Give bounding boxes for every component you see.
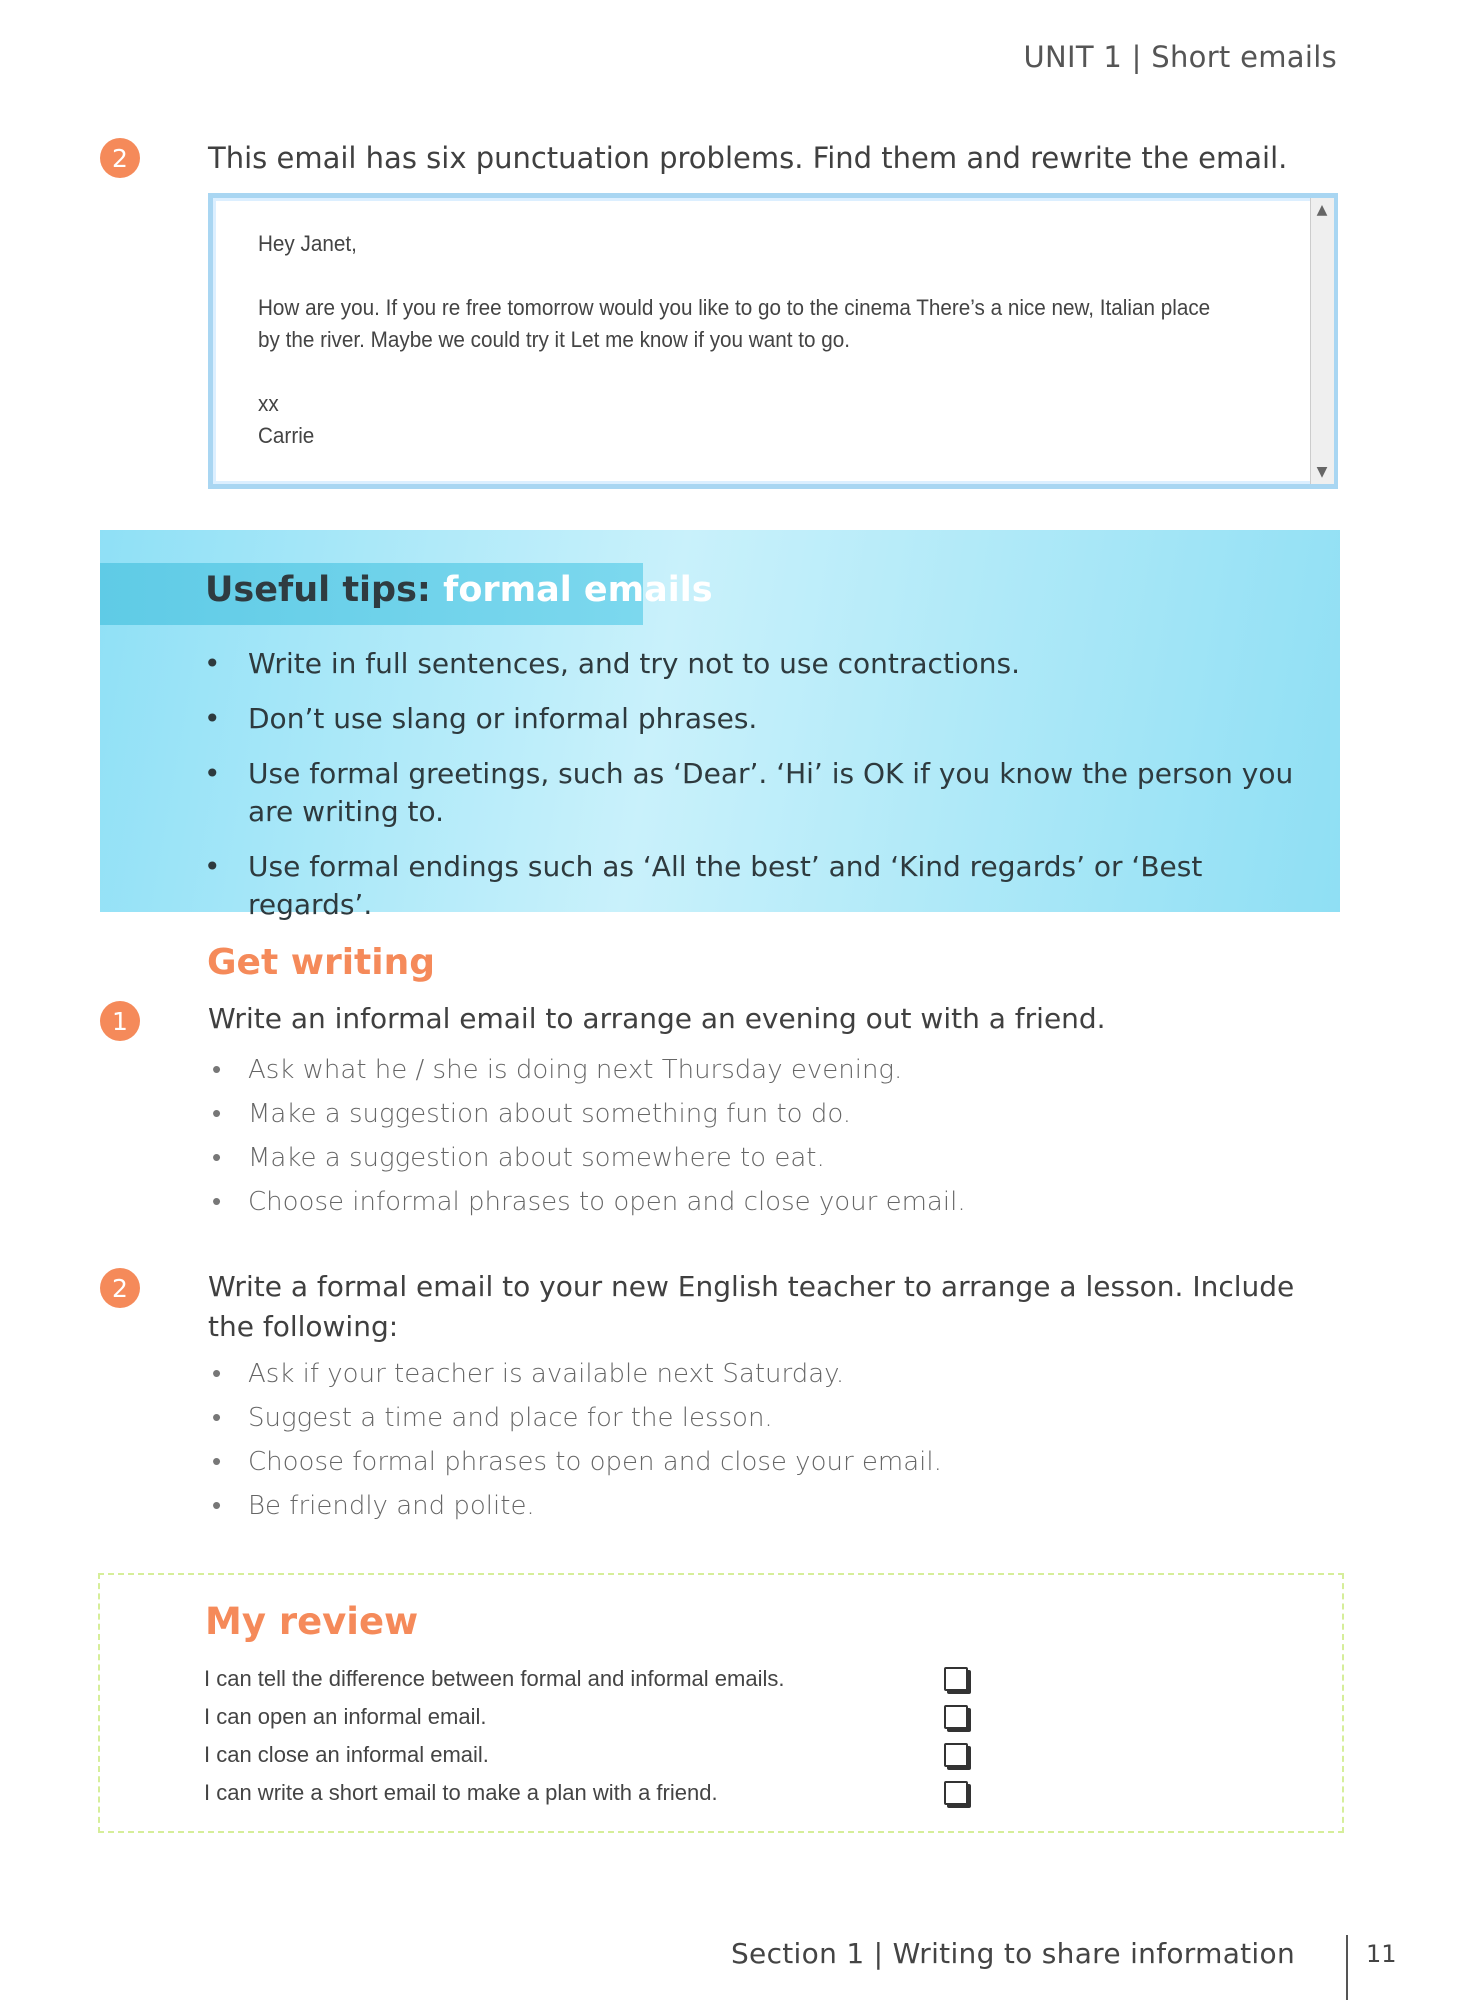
task-1-number-badge: 1	[100, 1001, 140, 1041]
task-2-bullet: • Be friendly and polite.	[206, 1484, 942, 1528]
review-checkbox[interactable]	[944, 1743, 968, 1767]
task-2-instruction: Write a formal email to your new English teacher to arrange a lesson. Include the following:	[208, 1270, 1295, 1343]
scroll-up-arrow-icon[interactable]: ▲	[1316, 202, 1328, 218]
task-1-bullets	[206, 1048, 966, 1224]
useful-tips-list	[204, 645, 1304, 941]
tip-item: • Use formal greetings, such as ‘Dear’. ‘Hi’ is OK if you know the person you are writing to.	[204, 755, 1304, 831]
review-item-text: I can tell the difference between formal and informal emails.	[204, 1666, 785, 1691]
task-1-bullet: • Choose informal phrases to open and close your email.	[206, 1180, 966, 1224]
my-review-list	[204, 1660, 968, 1812]
footer-divider	[1346, 1935, 1348, 2000]
task-1-bullet: • Make a suggestion about something fun to do.	[206, 1092, 966, 1136]
review-checkbox[interactable]	[944, 1667, 968, 1691]
review-item	[204, 1736, 968, 1774]
email-scrollbar[interactable]	[1310, 198, 1334, 484]
exercise-number-badge: 2	[100, 138, 140, 178]
useful-tips-title-highlight: formal emails	[443, 570, 713, 610]
useful-tips-title	[205, 570, 713, 610]
review-item-text: I can open an informal email.	[204, 1704, 487, 1729]
tip-item: • Write in full sentences, and try not to use contractions.	[204, 645, 1304, 683]
running-head: UNIT 1 | Short emails	[1023, 40, 1337, 74]
my-review-heading: My review	[205, 1600, 419, 1643]
email-sender-name: Carrie	[258, 423, 315, 448]
page-number: 11	[1366, 1940, 1397, 1968]
task-2-number-badge: 2	[100, 1268, 140, 1308]
review-item	[204, 1774, 968, 1812]
footer-section-title: Section 1 | Writing to share information	[730, 1937, 1295, 1970]
scroll-down-arrow-icon[interactable]: ▼	[1316, 464, 1328, 480]
useful-tips-title-prefix: Useful tips:	[205, 570, 431, 610]
get-writing-heading: Get writing	[207, 942, 436, 983]
email-signoff: xx	[258, 391, 279, 416]
review-item-text: I can close an informal email.	[204, 1742, 489, 1767]
task-2-bullet: • Suggest a time and place for the lesson.	[206, 1396, 942, 1440]
review-item	[204, 1660, 968, 1698]
task-2-bullets	[206, 1352, 942, 1528]
task-1-bullet: • Make a suggestion about somewhere to eat.	[206, 1136, 966, 1180]
review-checkbox[interactable]	[944, 1705, 968, 1729]
review-item	[204, 1698, 968, 1736]
review-checkbox[interactable]	[944, 1781, 968, 1805]
email-greeting: Hey Janet,	[258, 231, 357, 256]
tip-item: • Don’t use slang or informal phrases.	[204, 700, 1304, 738]
task-1-instruction: Write an informal email to arrange an evening out with a friend.	[208, 1002, 1106, 1035]
exercise-instruction: This email has six punctuation problems. Find them and rewrite the email.	[208, 141, 1288, 175]
tip-item: • Use formal endings such as ‘All the best’ and ‘Kind regards’ or ‘Best regards’.	[204, 848, 1304, 924]
task-1-bullet: • Ask what he / she is doing next Thursday evening.	[206, 1048, 966, 1092]
task-2-bullet: • Choose formal phrases to open and close your email.	[206, 1440, 942, 1484]
task-2-bullet: • Ask if your teacher is available next Saturday.	[206, 1352, 942, 1396]
review-item-text: I can write a short email to make a plan with a friend.	[204, 1780, 718, 1805]
email-content	[258, 228, 1236, 452]
email-body-text: How are you. If you re free tomorrow would you like to go to the cinema There’s a nice new, Italian place by the river. Maybe we could try it Let me know if you want to go.	[258, 295, 1211, 352]
